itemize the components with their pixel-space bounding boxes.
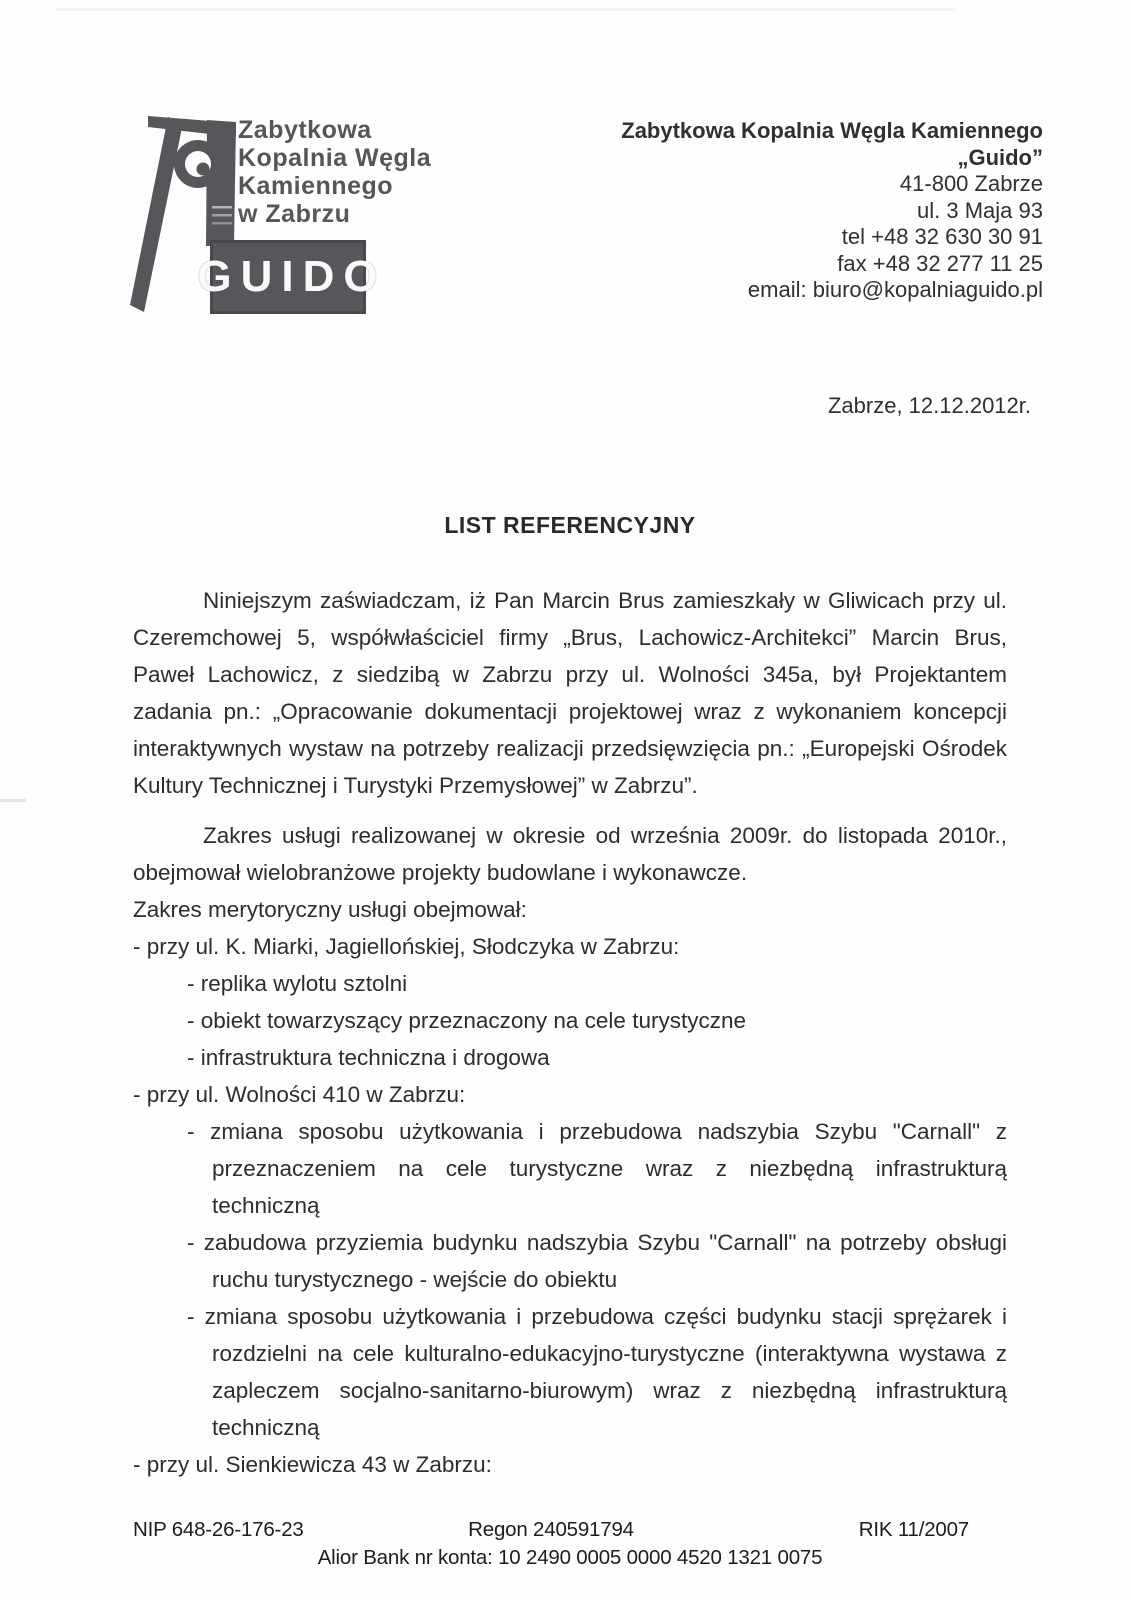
list-item: - zmiana sposobu użytkowania i przebudowa nadszybia Szybu "Carnall" z przeznaczeniem na cele turystyczne wraz z niezbędną infrastrukturą techniczną (187, 1119, 1007, 1218)
logo-org-name (238, 116, 431, 228)
footer-nip: NIP 648-26-176-23 (133, 1518, 304, 1541)
scan-artifact-line (55, 8, 955, 11)
paragraph-scope-label: Zakres merytoryczny usługi obejmował: (133, 897, 527, 922)
footer-bank-account: Alior Bank nr konta: 10 2490 0005 0000 4520 1321 0075 (317, 1546, 823, 1569)
list-item: - infrastruktura techniczna i drogowa (187, 1045, 550, 1070)
contact-postal-city: 41-800 Zabrze (899, 171, 1043, 196)
list-item: - replika wylotu sztolni (187, 971, 408, 996)
section-heading-miarki: - przy ul. K. Miarki, Jagiellońskiej, Słodczyka w Zabrzu: (133, 934, 680, 959)
contact-email: email: biuro@kopalniaguido.pl (747, 277, 1043, 302)
footer-registry-row (133, 1518, 1007, 1542)
logo-org-line-2: Kopalnia Węgla (238, 144, 432, 172)
contact-phone: tel +48 32 630 30 91 (841, 224, 1043, 249)
section-heading-sienkiewicza: - przy ul. Sienkiewicza 43 w Zabrzu: (133, 1452, 492, 1477)
contact-company-quoted-name: „Guido” (957, 144, 1043, 170)
company-logo (128, 106, 448, 326)
contact-company-name: Zabytkowa Kopalnia Węgla Kamiennego (621, 118, 1043, 143)
list-item: - zmiana sposobu użytkowania i przebudowa części budynku stacji sprężarek i rozdzielni na cele kulturalno-edukacyjno-turystyczne (interaktywna wystawa z zapleczem socjalno-sanitarno-biurowym) wraz z niezbędną infrastrukturą techniczną (187, 1304, 1007, 1440)
contact-block (621, 118, 1043, 304)
list-item: - obiekt towarzyszący przeznaczony na cele turystyczne (187, 1008, 746, 1033)
contact-street: ul. 3 Maja 93 (917, 197, 1043, 223)
logo-org-line-4: w Zabrzu (238, 200, 351, 228)
paragraph-scope-period: Zakres usługi realizowanej w okresie od września 2009r. do listopada 2010r., obejmował wielobranżowe projekty budowlane i wykonawcze. (133, 823, 1007, 885)
logo-org-line-1: Zabytkowa (238, 116, 372, 144)
list-item: - zabudowa przyziemia budynku nadszybia Szybu "Carnall" na potrzeby obsługi ruchu turystycznego - wejście do obiektu (187, 1230, 1007, 1292)
section-heading-wolnosci: - przy ul. Wolności 410 w Zabrzu: (133, 1082, 466, 1107)
guido-logo-badge: GUIDO (210, 240, 366, 314)
dateline: Zabrze, 12.12.2012r. (827, 393, 1031, 418)
document-title: LIST REFERENCYJNY (444, 512, 696, 538)
footer (133, 1518, 1007, 1570)
letter-body (133, 582, 1007, 1483)
paragraph-introduction: Niniejszym zaświadczam, iż Pan Marcin Brus zamieszkały w Gliwicach przy ul. Czeremchowej 5, współwłaściciel firmy „Brus, Lachowicz-Architekci” Marcin Brus, Paweł Lachowicz, z siedzibą w Zabrzu przy ul. Wolności 345a, był Projektantem zadania pn.: „Opracowanie dokumentacji projektowej wraz z wykonaniem koncepcji interaktywnych wystaw na potrzeby realizacji przedsięwzięcia pn.: „Europejski Ośrodek Kultury Technicznej i Turystyki Przemysłowej” w Zabrzu”. (133, 588, 1007, 798)
contact-fax: fax +48 32 277 11 25 (837, 250, 1043, 276)
footer-rik: RIK 11/2007 (858, 1518, 969, 1541)
footer-regon: Regon 240591794 (468, 1518, 634, 1541)
scan-artifact-dash (0, 799, 26, 802)
logo-org-line-3: Kamiennego (238, 172, 394, 200)
